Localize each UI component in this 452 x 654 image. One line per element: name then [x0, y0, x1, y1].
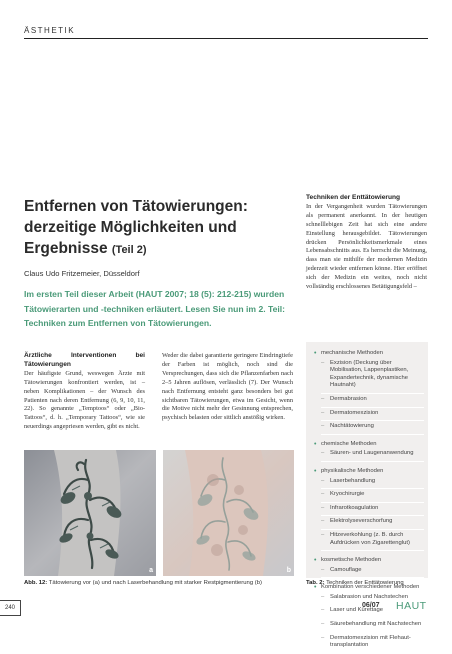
body-column-1 [24, 352, 145, 432]
article-title [24, 196, 294, 261]
tattoo-before-illustration [24, 450, 156, 576]
journal-logo: HAUT [396, 600, 427, 612]
article-title-part: (Teil 2) [111, 244, 147, 256]
figure-caption-text: Tätowierung vor (a) und nach Laserbehandlung mit starker Restpigmentierung (b) [48, 580, 262, 586]
photo-label-b: b [286, 567, 291, 574]
technique-sublist [321, 478, 424, 552]
technique-item: – Exzision (Deckung über Mobilisation, Lappenplastiken, Expandertechnik, dynamische Hautnaht) [321, 360, 424, 394]
technique-item: – Säuren- und Laugenanwendung [321, 450, 424, 462]
technique-item: – Salabrasion und Nachstechen [321, 594, 424, 606]
issue-number: 06/07 [362, 602, 380, 609]
technique-category [314, 557, 424, 578]
technique-item: – Dermatomexzision [321, 410, 424, 422]
tattoo-photo-after [163, 450, 294, 576]
technique-sublist [321, 450, 424, 462]
tattoo-after-illustration [163, 450, 294, 576]
technique-item: – Dermabrasion [321, 396, 424, 408]
technique-category [314, 441, 424, 462]
technique-category-label: physikalische Methoden [321, 467, 384, 474]
technique-category-label: Kombination verschiedener Methoden [321, 584, 420, 591]
technique-item: – Infrarotkoagulation [321, 505, 424, 517]
technique-item: – Laser und Kürettage [321, 607, 424, 619]
technique-category-label: kosmetische Methoden [321, 557, 382, 564]
technique-item: – Elektrolyseverschorfung [321, 518, 424, 530]
article-title-text: Entfernen von Tätowierungen: derzeitige Möglichkeiten und Ergebnisse [24, 198, 248, 257]
technique-item: – Hitzeverkohlung (z. B. durch Aufdrücken von Zigarettenglut) [321, 532, 424, 551]
technique-item: – Nachtätowierung [321, 423, 424, 435]
section-heading-interventions: Ärztliche Interventionen bei Tätowierungen [24, 352, 145, 368]
body-paragraph: In der Vergangenheit wurden Tätowierungen als permanent anerkannt. In der heutigen schnelllebigen Zeit hat sich eine andere Einstellung herausgebildet. Tätowierungen drücken Persönlichkeitsmerkmale eines Lebensabschnitts aus. Es herrscht die Meinung, dass man sie mithilfe der modernen Medizin jederzeit wieder entfernen könne. Hier eröffnet sich der Medizin ein weites, noch nicht vollständig erschlossenes Betätigungsfeld – [306, 202, 427, 291]
technique-item: – Kryochirurgie [321, 491, 424, 503]
table-caption-label: Tab. 2: [306, 580, 325, 586]
header-rule [24, 38, 428, 39]
figure-caption [24, 580, 294, 586]
technique-item: – Dermatomexzision mit Flehaut-transplantation [321, 635, 424, 654]
photo-label-a: a [149, 567, 153, 574]
body-paragraph: Weder die dabei garantierte geringere Eindringtiefe der Farben ist möglich, noch sind die Versprechungen, dass sich die Pflanzenfarben nach 2–5 Jahren auflösen, verlässlich (7). Der Wunsch nach Entfernung entsteht ganz besonders bei gut sichtbaren Tätowierungen, etwa im Gesicht, wenn die Motive nicht mehr der Gesinnung entsprechen, psychisch belasten oder sittlich anstößig wirken. [162, 352, 293, 422]
body-column-3 [306, 194, 427, 292]
page-number: 240 [0, 600, 21, 616]
technique-category [314, 350, 424, 435]
technique-item: – Camouflage [321, 567, 424, 579]
technique-sublist [321, 360, 424, 435]
body-paragraph: Der häufigste Grund, weswegen Ärzte mit Tätowierungen konfrontiert werden, ist – neben Komplikationen – der Wunsch des Patienten nach deren Entfernung (6, 9, 10, 11, 22). So genannte „Temptoos“ oder „Bio-Tattoos“, d. h. „Temporary Tattoos“, wie sie neuerdings angepriesen werden, gibt es nicht. [24, 369, 145, 431]
technique-category [314, 584, 424, 654]
technique-item: – Laserbehandlung [321, 478, 424, 490]
section-heading-techniques: Techniken der Enttätowierung [306, 194, 401, 201]
lead-paragraph: Im ersten Teil dieser Arbeit (HAUT 2007; 18 (5): 212-215) wurden Tätowierarten und -techniken erläutert. Lesen Sie nun im 2. Teil: Techniken zum Entfernen von Tätowierungen. [24, 289, 286, 328]
technique-category-label: mechanische Methoden [321, 350, 384, 356]
table-caption-text: Techniken der Enttätowierung [326, 580, 404, 586]
technique-item: – Säurebehandlung mit Nachstechen [321, 621, 424, 633]
tattoo-photo-before [24, 450, 156, 576]
figure-caption-label: Abb. 12: [24, 580, 48, 586]
section-label: ÄSTHETIK [24, 26, 76, 35]
table-caption [306, 580, 428, 586]
technique-category-label: chemische Methoden [321, 440, 377, 447]
body-column-2 [162, 352, 293, 423]
technique-category [314, 468, 424, 551]
author-line: Claus Udo Fritzemeier, Düsseldorf [24, 269, 140, 278]
technique-sublist [321, 567, 424, 579]
